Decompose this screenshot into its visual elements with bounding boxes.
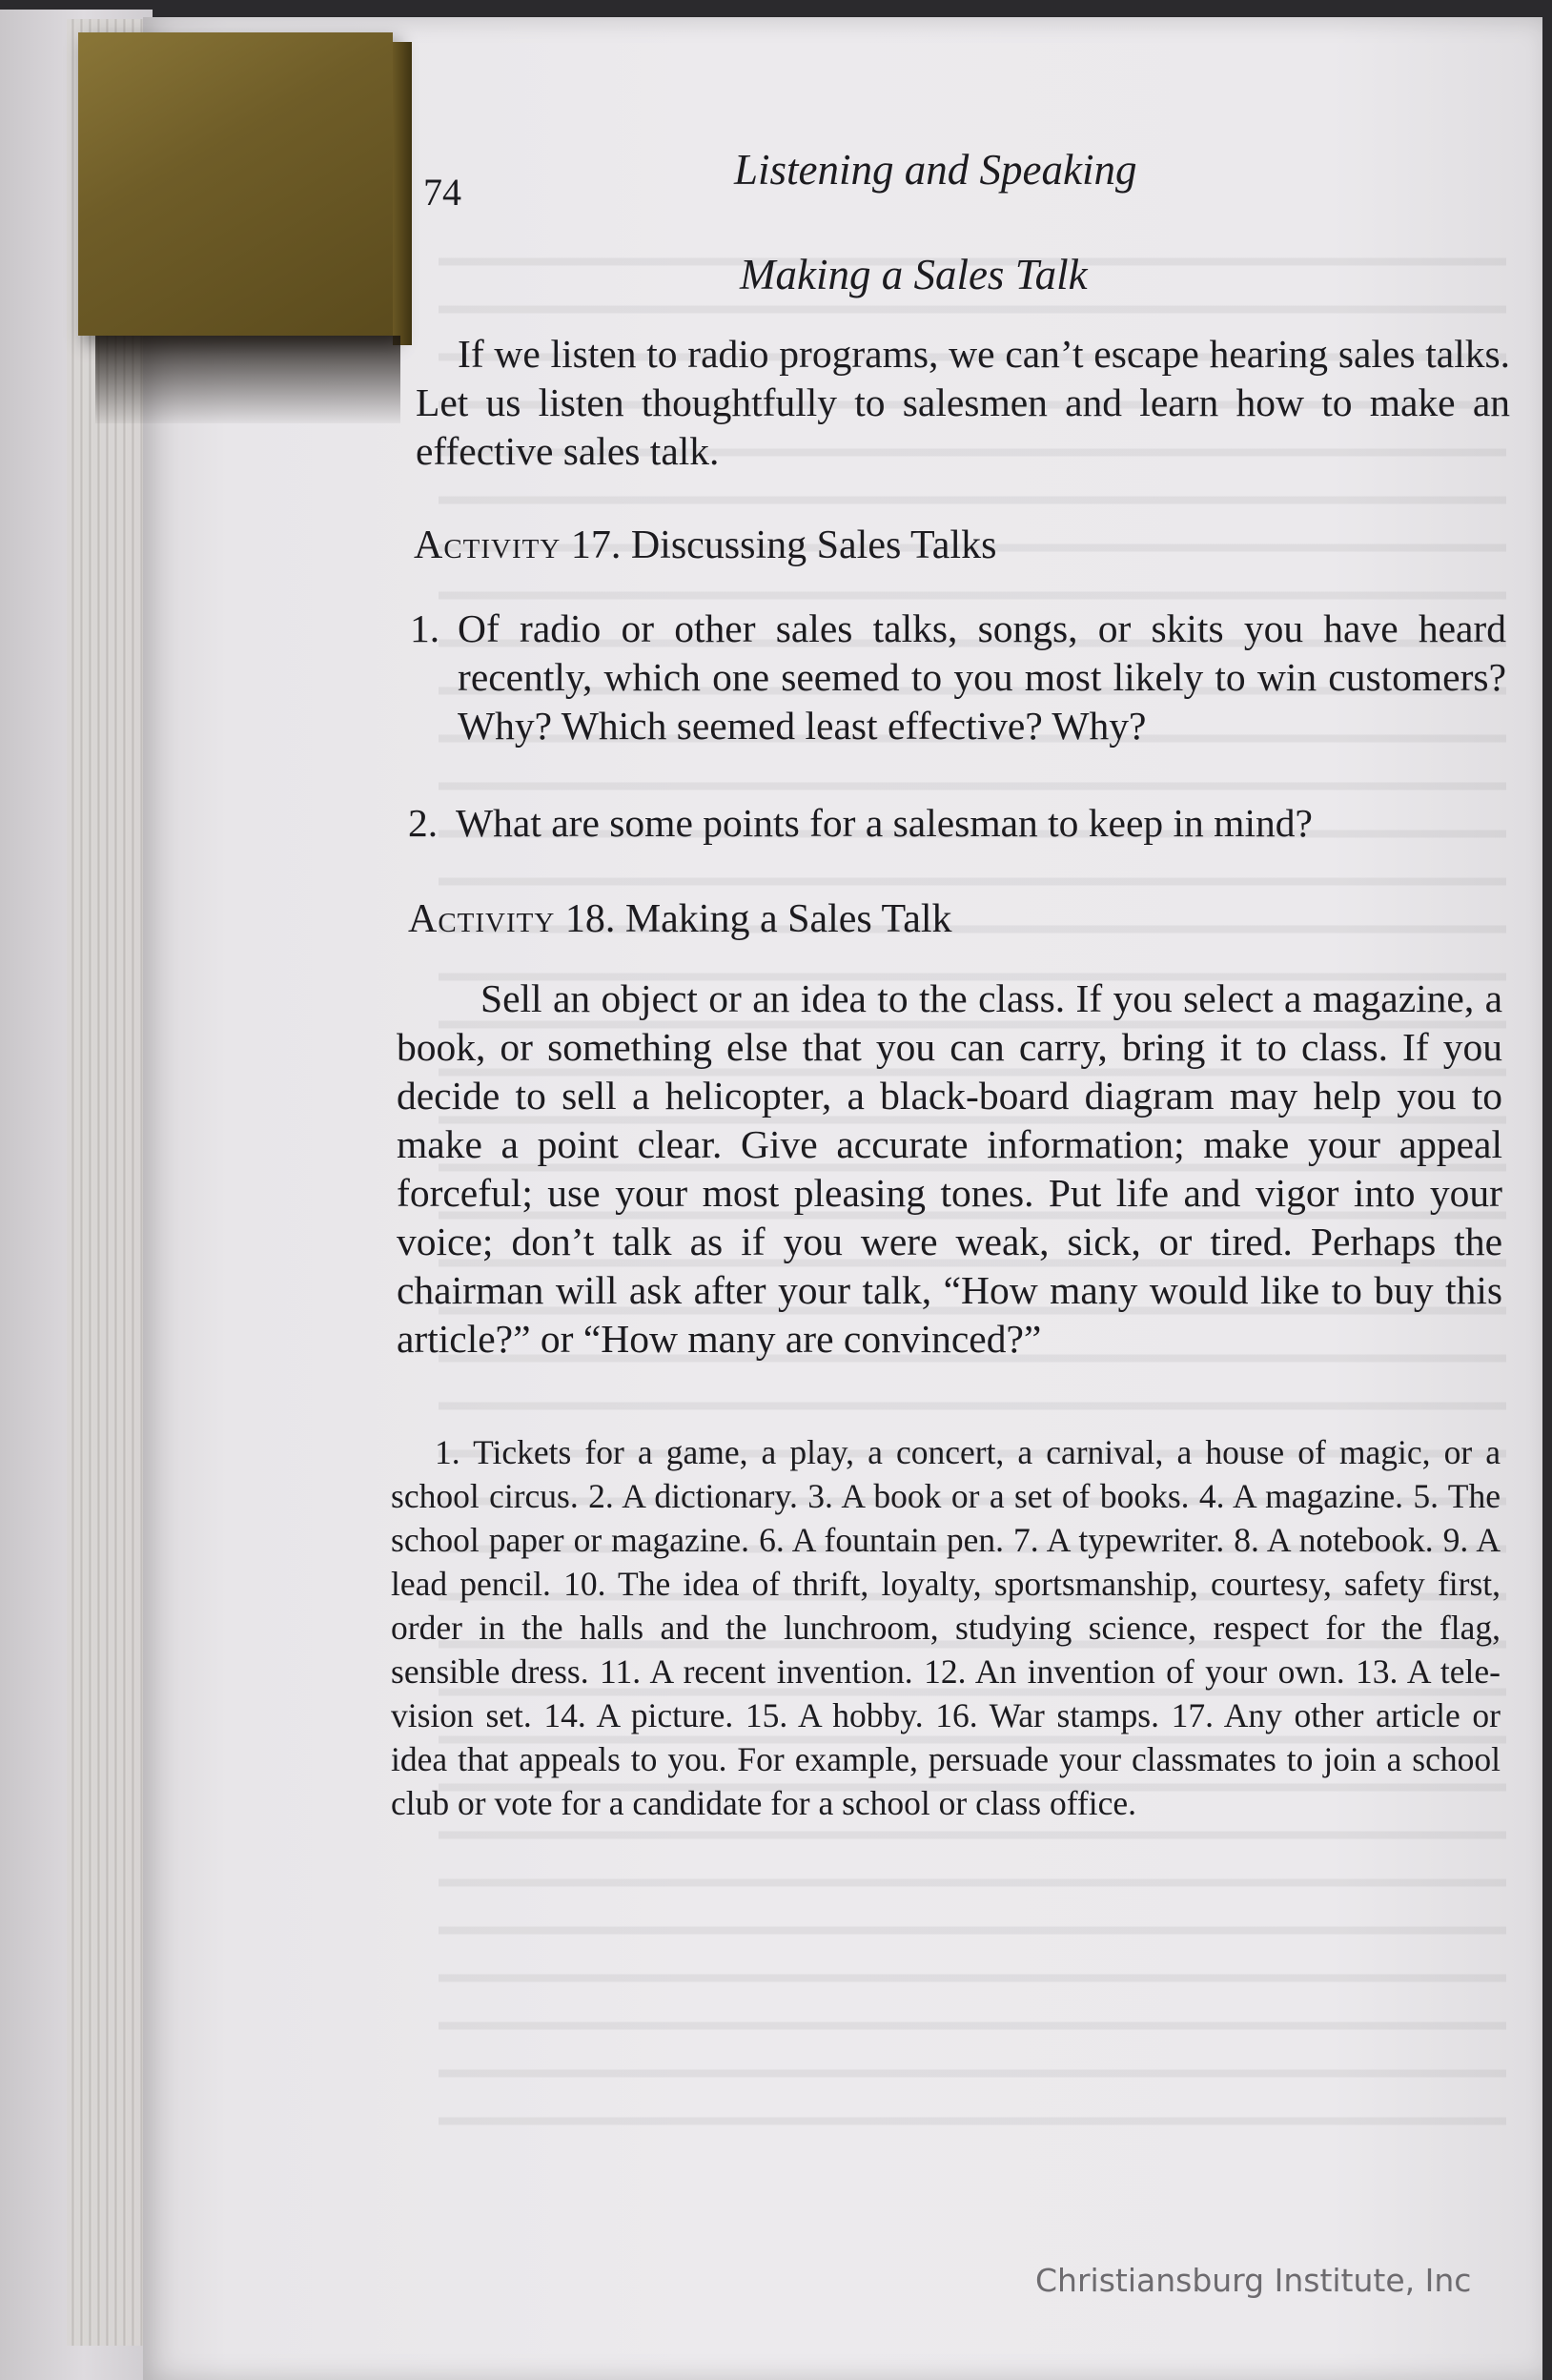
suggestions-list: 1. Tickets for a game, a play, a concert, a carnival, a house of magic, or a school circus. 2. A dictionary. 3. A book or a set of books. 4. A magazine. 5. The school paper or magazine. 6. A fountain pen. 7. A typewriter. 8. A notebook. 9. A lead pencil. 10. The idea of thrift, loyalty, sportsmanship, courtesy, safety first, order in the halls and the lunchroom, studying science, respect for the flag, sensible dress. 11. A recent invention. 12. An invention of your own. 13. A tele-vision set. 14. A picture. 15. A hobby. 16. War stamps. 17. Any other article or idea that appeals to you. For example, persuade your classmates to join a school club or vote for a candidate for a school or class office. — [391, 1433, 1501, 1822]
index-tab — [78, 32, 393, 336]
page-number: 74 — [423, 171, 461, 214]
list-item-text: Of radio or other sales talks, songs, or skits you have heard recently, which one seemed to you most likely to win customers? Why? Which seemed least effective? Why? — [458, 606, 1506, 748]
watermark: Christiansburg Institute, Inc — [1035, 2262, 1472, 2299]
list-item-number: 1. — [410, 606, 440, 650]
activity-18-paragraph: Sell an object or an idea to the class. If you select a magazine, a book, or something else that you can carry, bring it to class. If you decide to sell a helicopter, a black-board diagram may help you to make a point clear. Give accurate information; make your appeal forceful; use your most pleasing tones. Put life and vigor into your voice; don’t talk as if you were weak, sick, or tired. Perhaps the chairman will ask after your talk, “How many would like to buy this article?” or “How many are convinced?” — [397, 976, 1502, 1361]
activity-17-heading — [414, 523, 996, 568]
intro-paragraph: If we listen to radio programs, we can’t escape hearing sales talks. Let us listen thoughtfully to salesmen and learn how to make an effective sales talk. — [416, 332, 1510, 473]
list-item-text: What are some points for a salesman to keep in mind? — [456, 801, 1313, 845]
running-head: Listening and Speaking — [734, 146, 1137, 194]
index-tab-shadow — [95, 336, 400, 423]
activity-title: 17. Discussing Sales Talks — [570, 523, 997, 567]
activity-label: Activity — [408, 897, 556, 941]
activity-title: 18. Making a Sales Talk — [564, 897, 952, 941]
section-heading: Making a Sales Talk — [740, 251, 1088, 298]
list-item-number: 2. — [408, 801, 439, 845]
list-item — [410, 605, 1506, 750]
activity-label: Activity — [414, 523, 562, 567]
activity-18-heading — [408, 896, 952, 942]
list-item — [408, 799, 1504, 848]
